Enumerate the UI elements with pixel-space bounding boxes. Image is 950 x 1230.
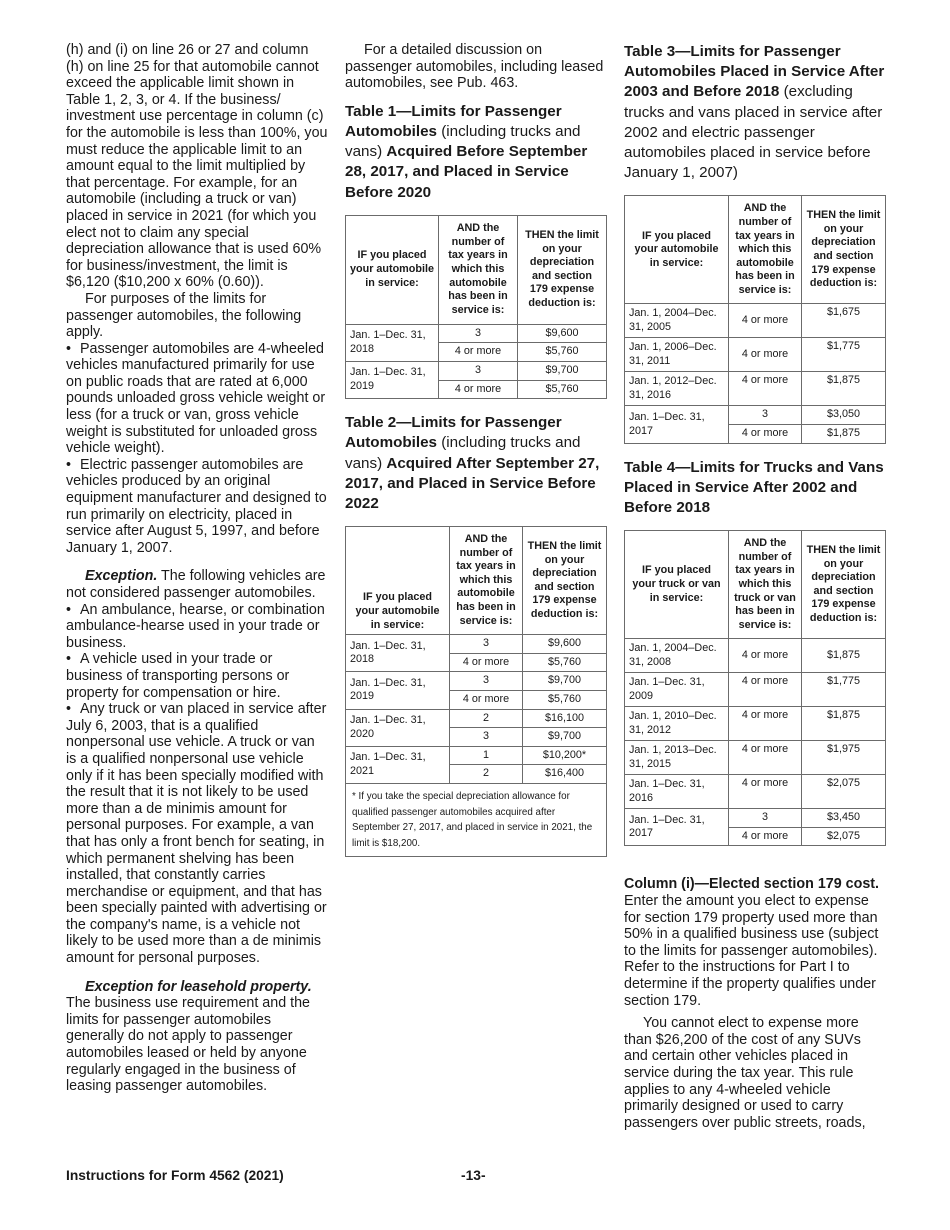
table-cell-years: 4 or more (729, 827, 802, 846)
table-row-period: Jan. 1–Dec. 31, 2018 (346, 635, 450, 672)
table-3-header-limit: THEN the limit on your depreciation and section 179 expense deduction is: (802, 196, 886, 304)
table-cell-limit: $1,875 (802, 372, 886, 406)
paragraph-leasehold-exception: Exception for leasehold property. The business use requirement and the limits for passenger automobiles generally do not apply to passenger automobiles leased or held by anyone regularly engaged in the business of leasing passenger automobiles. (66, 978, 312, 1095)
table-cell-years: 4 or more (439, 380, 518, 399)
bullet-ambulance: • An ambulance, hearse, or combination ambulance-hearse used in your trade or business. (66, 601, 325, 651)
table-row-period: Jan. 1–Dec. 31, 2016 (625, 775, 729, 809)
bullet-icon: • (66, 456, 72, 473)
footer-form-title: Instructions for Form 4562 (2021) (66, 1168, 284, 1183)
table-3 (624, 195, 886, 443)
table-cell-years: 4 or more (729, 707, 802, 741)
table-cell-years: 4 or more (729, 425, 802, 444)
paragraph-purposes: For purposes of the limits for passenger automobiles, the following apply. (66, 290, 302, 341)
table-row-period: Jan. 1–Dec. 31, 2009 (625, 673, 729, 707)
table-4-caption: Table 4—Limits for Trucks and Vans Placed in Service After 2002 and Before 2018 (624, 458, 884, 517)
table-cell-limit: $1,875 (802, 707, 886, 741)
table-cell-limit: $9,700 (523, 728, 607, 747)
column-middle (345, 42, 607, 857)
bullet-icon: • (66, 651, 72, 668)
table-row-period: Jan. 1, 2004–Dec. 31, 2008 (625, 639, 729, 673)
table-cell-limit: $16,400 (523, 765, 607, 784)
table-cell-years: 3 (729, 406, 802, 425)
table-cell-years: 3 (450, 672, 523, 691)
table-2 (345, 526, 607, 784)
table-cell-limit: $1,775 (802, 338, 886, 372)
table-cell-limit: $5,760 (523, 653, 607, 672)
table-cell-limit: $1,875 (802, 425, 886, 444)
table-3-header-placed: IF you placed your automobile in service: (625, 196, 729, 304)
table-cell-limit: $3,450 (802, 809, 886, 828)
table-cell-years: 3 (439, 324, 518, 343)
table-2-header-placed: IF you placed your automobile in service: (346, 527, 450, 635)
table-4-header-limit: THEN the limit on your depreciation and section 179 expense deduction is: (802, 531, 886, 639)
table-cell-limit: $1,875 (802, 639, 886, 673)
paragraph-exception: Exception. The following vehicles are not considered passenger automobiles. (66, 568, 326, 601)
table-row-period: Jan. 1, 2006–Dec. 31, 2011 (625, 338, 729, 372)
bullet-icon: • (66, 601, 72, 618)
table-2-caption: Table 2—Limits for Passenger Automobiles (including trucks and vans) Acquired After September 27, 2017, and Placed in Service Before 2022 (345, 414, 600, 512)
table-1-header-placed: IF you placed your automobile in service: (346, 215, 439, 324)
paragraph-limit-explanation: (h) and (i) on line 26 or 27 and column (h) on line 25 for that automobile cannot exceed the applicable limit shown in Table 1, 2, 3, or 4. If the business/ investment use percentage in column (c) for the automobile is less than 100%, you must reduce the applicable limit to an amount equal to the limit multiplied by that percentage. For example, for an automobile (including a truck or van) placed in service in 2021 (for which you elect not to claim any special depreciation allowance that is used 60% for business/investment, the limit is $6,120 ($10,200 x 60% (0.60)). (66, 42, 328, 291)
bullet-passenger-automobiles: • Passenger automobiles are 4-wheeled vehicles manufactured primarily for use on public roads that are rated at 6,000 pounds unloaded gross vehicle weight or less (for a truck or van, gross vehicle weight is substituted for unloaded gross vehicle weight). (66, 340, 326, 457)
table-cell-limit: $9,700 (518, 361, 607, 380)
bullet-transport-vehicle: • A vehicle used in your trade or business of transporting persons or property for compensation or hire. (66, 651, 290, 701)
table-cell-years: 4 or more (729, 304, 802, 338)
table-row-period: Jan. 1–Dec. 31, 2019 (346, 672, 450, 709)
table-2-header-limit: THEN the limit on your depreciation and section 179 expense deduction is: (523, 527, 607, 635)
table-cell-years: 1 (450, 746, 523, 765)
table-cell-limit: $9,600 (523, 635, 607, 654)
table-row-period: Jan. 1–Dec. 31, 2021 (346, 746, 450, 783)
table-cell-years: 4 or more (450, 653, 523, 672)
table-cell-years: 4 or more (729, 639, 802, 673)
table-cell-years: 3 (450, 635, 523, 654)
table-row-period: Jan. 1, 2012–Dec. 31, 2016 (625, 372, 729, 406)
table-1-header-limit: THEN the limit on your depreciation and section 179 expense deduction is: (518, 215, 607, 324)
table-cell-limit: $9,700 (523, 672, 607, 691)
table-cell-years: 4 or more (729, 775, 802, 809)
table-3-caption: Table 3—Limits for Passenger Automobiles Placed in Service After 2003 and Before 2018 (excluding trucks and vans placed in service after 2002 and electric passenger automobiles placed in service before January 1, 2007) (624, 43, 885, 182)
table-cell-years: 4 or more (729, 673, 802, 707)
table-row-period: Jan. 1–Dec. 31, 2018 (346, 324, 439, 361)
table-row-period: Jan. 1, 2013–Dec. 31, 2015 (625, 741, 729, 775)
table-row-period: Jan. 1–Dec. 31, 2019 (346, 361, 439, 398)
table-cell-limit: $1,775 (802, 673, 886, 707)
table-cell-years: 3 (450, 728, 523, 747)
table-cell-limit: $5,760 (523, 690, 607, 709)
paragraph-column-i: Column (i)—Elected section 179 cost. Enter the amount you elect to expense for section 179 property used more than 50% in a qualified business use (subject to the limits for passenger automobiles). Refer to the instructions for Part I to determine if the property qualifies under section 179. (624, 876, 880, 1009)
bullet-electric-automobiles: • Electric passenger automobiles are vehicles produced by an original equipment manufacturer and designed to run primarily on electricity, placed in service after August 5, 1997, and before January 1, 2007. (66, 456, 327, 556)
table-cell-limit: $9,600 (518, 324, 607, 343)
bullet-icon: • (66, 701, 72, 718)
table-cell-years: 3 (729, 809, 802, 828)
table-cell-years: 4 or more (729, 372, 802, 406)
table-cell-years: 2 (450, 709, 523, 728)
table-cell-years: 4 or more (729, 338, 802, 372)
bullet-nonpersonal-use: • Any truck or van placed in service after July 6, 2003, that is a qualified nonpersonal use vehicle. A truck or van is a qualified nonpersonal use vehicle only if it has been specially modified with the result that it is not likely to be used more than a de minimis amount for personal purposes. For example, a van that has only a front bench for seating, in which permanent shelving has been installed, that constantly carries merchandise or equipment, and that has been specially painted with advertising or the company's name, is a vehicle not likely to be used more than a de minimis amount for personal purposes. (66, 701, 327, 967)
table-cell-limit: $10,200* (523, 746, 607, 765)
bullet-icon: • (66, 340, 72, 357)
column-right (624, 42, 886, 1131)
table-cell-limit: $3,050 (802, 406, 886, 425)
paragraph-suv-limit: You cannot elect to expense more than $26,200 of the cost of any SUVs and certain other vehicles placed in service during the tax year. This rule applies to any 4-wheeled vehicle primarily designed or used to carry passengers over public streets, roads, (624, 1015, 866, 1131)
table-cell-years: 4 or more (729, 741, 802, 775)
table-cell-limit: $1,675 (802, 304, 886, 338)
table-cell-years: 2 (450, 765, 523, 784)
table-cell-years: 4 or more (439, 343, 518, 362)
table-3-header-years: AND the number of tax years in which this automobile has been in service is: (729, 196, 802, 304)
footer-page-number: -13- (461, 1168, 486, 1183)
table-4-header-years: AND the number of tax years in which this truck or van has been in service is: (729, 531, 802, 639)
table-cell-years: 4 or more (450, 690, 523, 709)
table-2-header-years: AND the number of tax years in which this automobile has been in service is: (450, 527, 523, 635)
table-cell-years: 3 (439, 361, 518, 380)
table-1-header-years: AND the number of tax years in which this automobile has been in service is: (439, 215, 518, 324)
table-row-period: Jan. 1, 2010–Dec. 31, 2012 (625, 707, 729, 741)
table-2-footnote: * If you take the special depreciation allowance for qualified passenger automobiles acquired after September 27, 2017, and placed in service in 2021, the limit is $18,200. (345, 784, 607, 857)
table-row-period: Jan. 1–Dec. 31, 2020 (346, 709, 450, 746)
table-row-period: Jan. 1–Dec. 31, 2017 (625, 406, 729, 443)
table-cell-limit: $5,760 (518, 343, 607, 362)
table-cell-limit: $2,075 (802, 775, 886, 809)
table-1-caption: Table 1—Limits for Passenger Automobiles (including trucks and vans) Acquired Before September 28, 2017, and Placed in Service Before 2020 (345, 102, 588, 201)
table-cell-limit: $5,760 (518, 380, 607, 399)
column-left (66, 42, 328, 1095)
table-cell-limit: $16,100 (523, 709, 607, 728)
table-cell-limit: $1,975 (802, 741, 886, 775)
table-1 (345, 215, 607, 399)
table-row-period: Jan. 1, 2004–Dec. 31, 2005 (625, 304, 729, 338)
paragraph-pub-463: For a detailed discussion on passenger automobiles, including leased automobiles, see Pub. 463. (345, 42, 604, 92)
table-4 (624, 530, 886, 846)
table-4-header-placed: IF you placed your truck or van in service: (625, 531, 729, 639)
table-row-period: Jan. 1–Dec. 31, 2017 (625, 809, 729, 846)
table-cell-limit: $2,075 (802, 827, 886, 846)
